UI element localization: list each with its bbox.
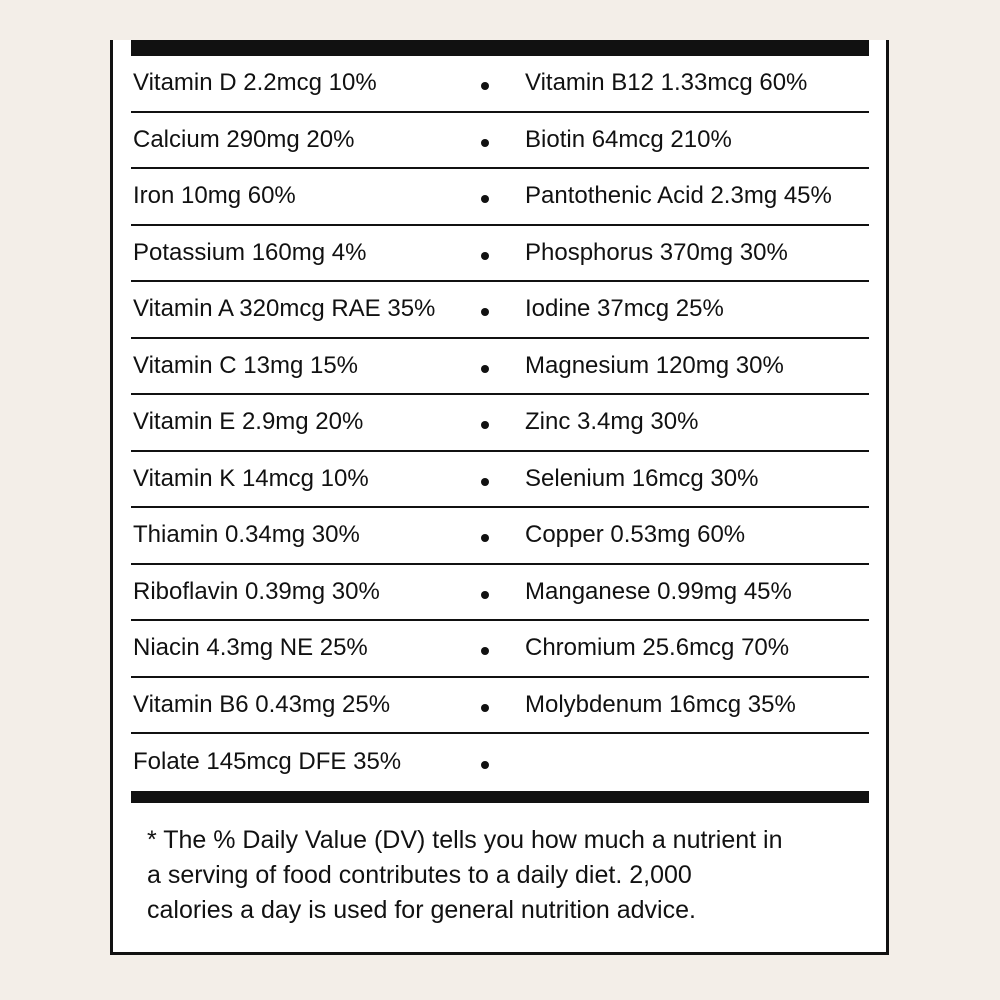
- nutrient-right: Selenium 16mcg 30%: [525, 464, 759, 492]
- nutrient-row: [131, 678, 869, 735]
- nutrient-rows: [131, 56, 869, 791]
- bottom-thick-rule: [131, 791, 869, 803]
- nutrient-right: Magnesium 120mg 30%: [525, 351, 784, 379]
- nutrient-row: [131, 565, 869, 622]
- nutrition-label-panel: [110, 40, 889, 955]
- nutrient-row: [131, 508, 869, 565]
- bullet-icon: [481, 647, 489, 655]
- nutrient-row: [131, 339, 869, 396]
- nutrient-right: Chromium 25.6mcg 70%: [525, 634, 790, 662]
- top-thick-rule: [131, 40, 869, 56]
- nutrient-row: [131, 282, 869, 339]
- nutrient-left: Vitamin A 320mcg RAE 35%: [133, 295, 436, 323]
- nutrient-row: [131, 621, 869, 678]
- nutrient-left: Potassium 160mg 4%: [133, 238, 367, 266]
- nutrient-left: Vitamin K 14mcg 10%: [133, 464, 369, 492]
- bullet-icon: [481, 365, 489, 373]
- nutrient-right: Molybdenum 16mcg 35%: [525, 690, 796, 718]
- bullet-icon: [481, 195, 489, 203]
- daily-value-footnote: * The % Daily Value (DV) tells you how much a nutrient in a serving of food contributes to a daily diet. 2,000 calories a day is used for general nutrition advice.: [147, 826, 783, 924]
- bullet-icon: [481, 591, 489, 599]
- nutrient-left: Vitamin C 13mg 15%: [133, 351, 358, 379]
- nutrient-right: Phosphorus 370mg 30%: [525, 238, 788, 266]
- bullet-icon: [481, 139, 489, 147]
- nutrient-row: [131, 395, 869, 452]
- bullet-icon: [481, 421, 489, 429]
- nutrient-row: [131, 169, 869, 226]
- nutrient-right: Vitamin B12 1.33mcg 60%: [525, 69, 808, 97]
- nutrient-right: Biotin 64mcg 210%: [525, 125, 732, 153]
- nutrient-right: Copper 0.53mg 60%: [525, 521, 746, 549]
- nutrient-row: [131, 113, 869, 170]
- nutrient-left: Thiamin 0.34mg 30%: [133, 521, 360, 549]
- nutrient-right: Manganese 0.99mg 45%: [525, 577, 792, 605]
- nutrient-left: Vitamin B6 0.43mg 25%: [133, 690, 391, 718]
- nutrient-left: Vitamin D 2.2mcg 10%: [133, 69, 377, 97]
- bullet-icon: [481, 478, 489, 486]
- bullet-icon: [481, 534, 489, 542]
- bullet-icon: [481, 761, 489, 769]
- nutrient-row: [131, 452, 869, 509]
- bullet-icon: [481, 704, 489, 712]
- nutrient-row: [131, 226, 869, 283]
- nutrient-left: Folate 145mcg DFE 35%: [133, 748, 402, 776]
- bullet-icon: [481, 82, 489, 90]
- nutrient-row: [131, 734, 869, 791]
- bullet-icon: [481, 252, 489, 260]
- nutrient-left: Vitamin E 2.9mg 20%: [133, 408, 364, 436]
- nutrient-row: [131, 56, 869, 113]
- nutrient-right: Iodine 37mcg 25%: [525, 295, 724, 323]
- bullet-icon: [481, 308, 489, 316]
- nutrient-right: Pantothenic Acid 2.3mg 45%: [525, 182, 832, 210]
- nutrient-left: Niacin 4.3mg NE 25%: [133, 634, 368, 662]
- nutrient-left: Calcium 290mg 20%: [133, 125, 355, 153]
- nutrient-left: Riboflavin 0.39mg 30%: [133, 577, 380, 605]
- nutrient-right: Zinc 3.4mg 30%: [525, 408, 699, 436]
- nutrient-left: Iron 10mg 60%: [133, 182, 296, 210]
